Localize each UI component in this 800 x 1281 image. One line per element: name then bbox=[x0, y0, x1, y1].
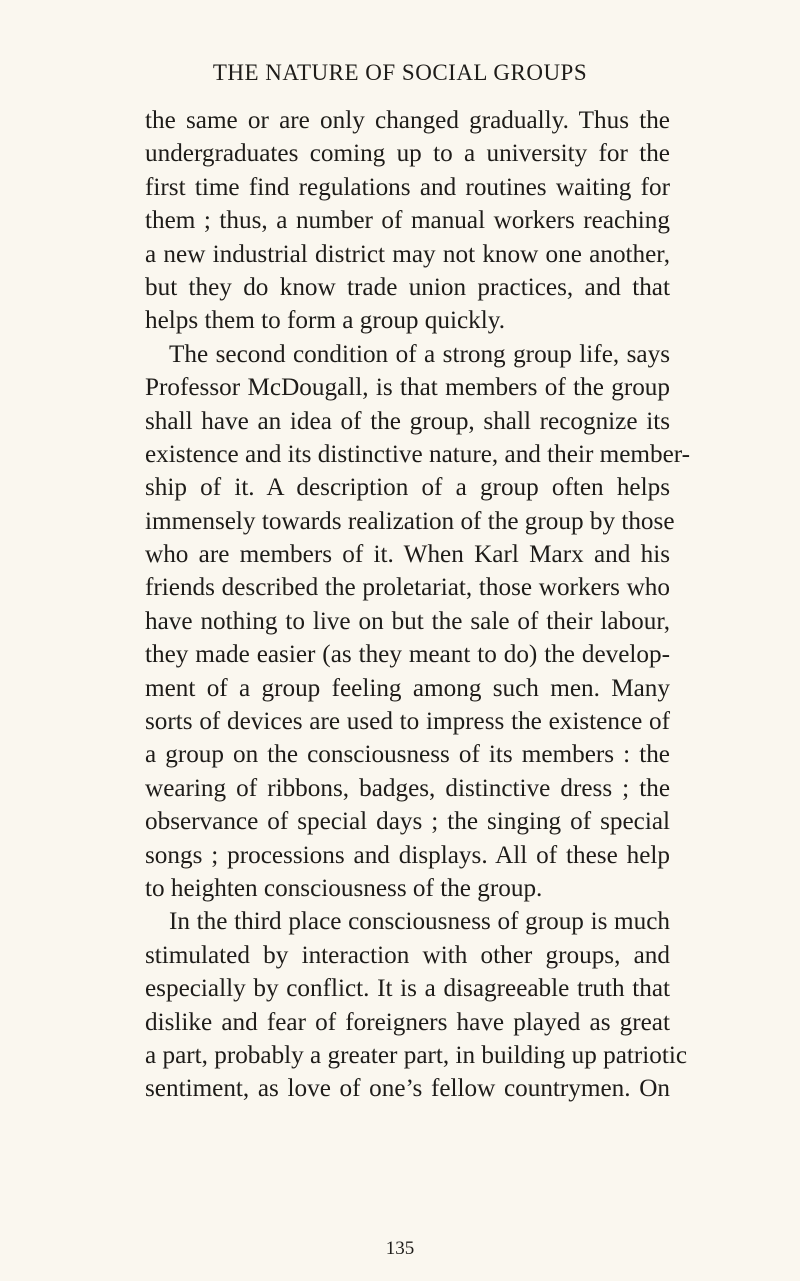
text-line: shall have an idea of the group, shall recognize its bbox=[145, 407, 670, 435]
text-line: but they do know trade union practices, and that bbox=[145, 273, 670, 301]
text-line: ment of a group feeling among such men. Many bbox=[145, 674, 670, 702]
text-line: helps them to form a group quickly. bbox=[145, 307, 506, 335]
text-line: dislike and fear of foreigners have played as great bbox=[145, 1008, 670, 1036]
text-line: songs ; processions and displays. All of these help bbox=[145, 841, 670, 869]
paragraph-start-line: In the third place consciousness of group is much bbox=[169, 908, 670, 936]
text-line: they made easier (as they meant to do) the develop- bbox=[145, 641, 670, 669]
text-line: first time find regulations and routines waiting for bbox=[145, 173, 670, 201]
text-line: friends described the proletariat, those workers who bbox=[145, 574, 670, 602]
body-text bbox=[145, 104, 691, 1106]
text-line: observance of special days ; the singing of special bbox=[145, 808, 670, 836]
text-line: sorts of devices are used to impress the existence of bbox=[145, 708, 670, 736]
text-line: stimulated by interaction with other groups, and bbox=[145, 941, 670, 969]
text-line: especially by conflict. It is a disagreeable truth that bbox=[145, 975, 670, 1003]
text-line: to heighten consciousness of the group. bbox=[145, 874, 543, 902]
text-line: have nothing to live on but the sale of their labour, bbox=[145, 607, 670, 635]
running-head: THE NATURE OF SOCIAL GROUPS bbox=[212, 60, 588, 85]
text-line: the same or are only changed gradually. Thus the bbox=[145, 107, 670, 134]
text-line: wearing of ribbons, badges, distinctive dress ; the bbox=[145, 774, 670, 802]
text-line: immensely towards realization of the group by those bbox=[145, 507, 675, 535]
text-line: ship of it. A description of a group often helps bbox=[145, 474, 670, 502]
paragraph-start-line: The second condition of a strong group life, says bbox=[169, 340, 670, 368]
text-line: existence and its distinctive nature, and their member- bbox=[145, 440, 691, 468]
text-line: a part, probably a greater part, in building up patriotic bbox=[145, 1041, 688, 1069]
text-line: sentiment, as love of one’s fellow countrymen. On bbox=[145, 1075, 670, 1103]
page-number: 135 bbox=[385, 1238, 415, 1259]
text-line: a group on the consciousness of its members : the bbox=[145, 741, 670, 769]
text-line: undergraduates coming up to a university for the bbox=[145, 140, 670, 168]
text-line: them ; thus, a number of manual workers reaching bbox=[145, 207, 670, 235]
text-line: Professor McDougall, is that members of the group bbox=[145, 374, 670, 402]
text-line: a new industrial district may not know one another, bbox=[145, 240, 670, 268]
text-line: who are members of it. When Karl Marx and his bbox=[145, 541, 670, 569]
